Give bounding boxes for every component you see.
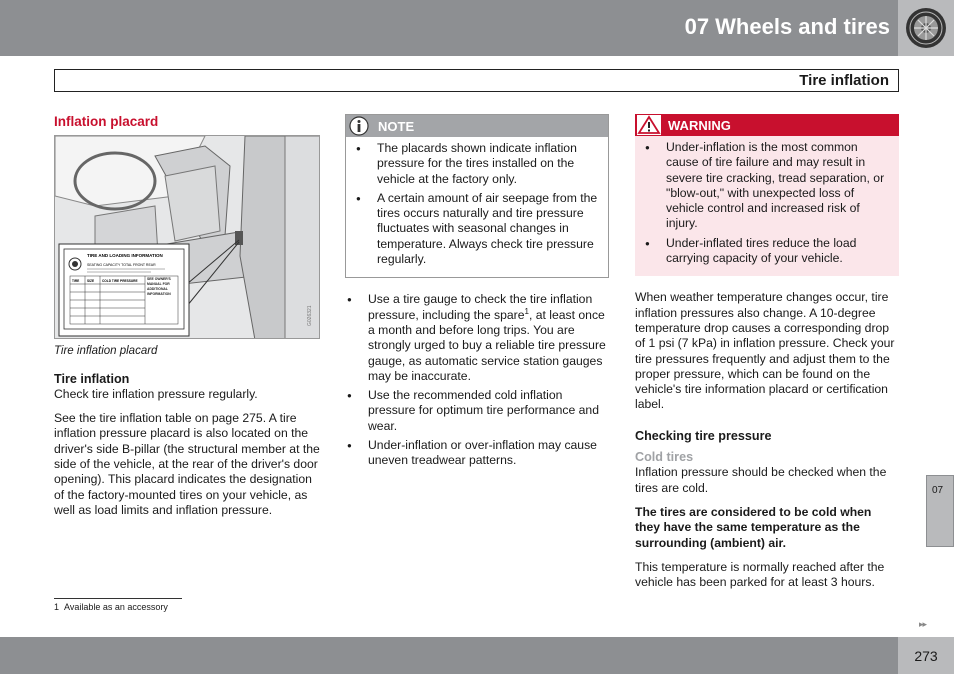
paragraph: This temperature is normally reached after the vehicle has been parked for at least 3 hours.	[635, 559, 885, 590]
checking-pressure-heading: Checking tire pressure	[635, 428, 772, 443]
placard-col-size: SIZE	[87, 279, 95, 284]
placard-col-pressure: COLD TIRE PRESSURE	[102, 279, 138, 284]
list-item: ● Under-inflated tires reduce the load carrying capacity of your vehicle.	[643, 236, 891, 267]
warning-label: WARNING	[668, 118, 731, 133]
column-1	[54, 114, 320, 527]
note-box	[345, 114, 609, 278]
placard-col-tire: TIRE	[72, 279, 80, 284]
warning-header	[635, 114, 899, 136]
placard-figure	[54, 135, 320, 339]
wheel-icon	[898, 0, 954, 56]
tire-check-list	[345, 292, 609, 468]
list-item: ● Use the recommended cold inflation pressure for optimum tire performance and wear.	[345, 388, 609, 434]
paragraph-bold: The tires are considered to be cold when they have the same temperature as the surrounding (ambient) air.	[635, 504, 872, 550]
next-page-arrows[interactable]: ▸▸	[919, 619, 927, 629]
paragraph: Inflation pressure should be checked when the tires are cold.	[635, 465, 887, 495]
column-3	[635, 114, 899, 599]
list-item: ● Under-inflation or over-inflation may cause uneven treadwear patterns.	[345, 438, 609, 469]
placard-title: TIRE AND LOADING INFORMATION	[87, 253, 163, 259]
paragraph: Check tire inflation pressure regularly.	[54, 386, 258, 401]
footnote-divider	[54, 598, 182, 599]
footer-band	[0, 637, 954, 674]
list-item: ● The placards shown indicate inflation pressure for the tires installed on the vehicle at the factory only.	[354, 141, 600, 187]
paragraph: See the tire inflation table on page 275. A tire inflation pressure placard is also located on the driver's side B-pillar (the structural member at the side of the vehicle, at the rear of the driver's door opening). This placard indicates the designation of the factory-mounted tires on your vehicle, as well as load limits and inflation pressure.	[54, 411, 320, 517]
page-number: 273	[898, 637, 954, 674]
section-header	[54, 69, 899, 92]
placard-see-manual: SEE OWNER'S MANUAL FOR ADDITIONAL INFORMATION	[147, 277, 171, 297]
column-2	[345, 114, 609, 473]
cold-tires-subheading: Cold tires	[635, 450, 694, 465]
section-title: Tire inflation	[799, 72, 889, 89]
chapter-title: 07 Wheels and tires	[684, 14, 890, 39]
inflation-placard-heading: Inflation placard	[54, 114, 159, 129]
figure-code: G026321	[307, 305, 313, 327]
footnote: 1 Available as an accessory	[54, 602, 168, 612]
figure-caption: Tire inflation placard	[54, 345, 158, 358]
tire-inflation-heading: Tire inflation	[54, 371, 130, 386]
placard-seating-row: SEATING CAPACITY TOTAL FRONT REAR	[87, 263, 156, 268]
list-item: ● A certain amount of air seepage from the tires occurs naturally and tire pressure fluctuates with seasonal changes in temperature. Always check tire pressure regularly.	[354, 191, 600, 267]
car-interior-illustration	[55, 136, 320, 339]
warning-box	[635, 114, 899, 276]
paragraph: When weather temperature changes occur, tire inflation pressures also change. A 10-degree temperature drop causes a corresponding drop of 1 psi (7 kPa) in inflation pressure. Check your tire pressures frequently and adjust them to the proper pressure, which can be found on the vehicle's tire information placard or certification label.	[635, 290, 895, 412]
info-icon	[348, 116, 370, 140]
list-item: ● Under-inflation is the most common cause of tire failure and may result in severe tire cracking, tread separation, or "blow-out," with unexpected loss of vehicle control and increased risk of injury.	[643, 140, 891, 232]
note-header	[346, 115, 608, 137]
footnote-ref: 1	[524, 306, 529, 316]
note-label: NOTE	[378, 119, 415, 134]
chapter-side-tab[interactable]: 07	[926, 475, 954, 547]
warning-triangle-icon	[637, 115, 661, 139]
list-item: ● Use a tire gauge to check the tire inflation pressure, including the spare$^1$, at least once a month and before long trips. You are strongly urged to buy a reliable tire pressure gauge, as automatic service station gauges may be inaccurate.	[345, 292, 609, 384]
